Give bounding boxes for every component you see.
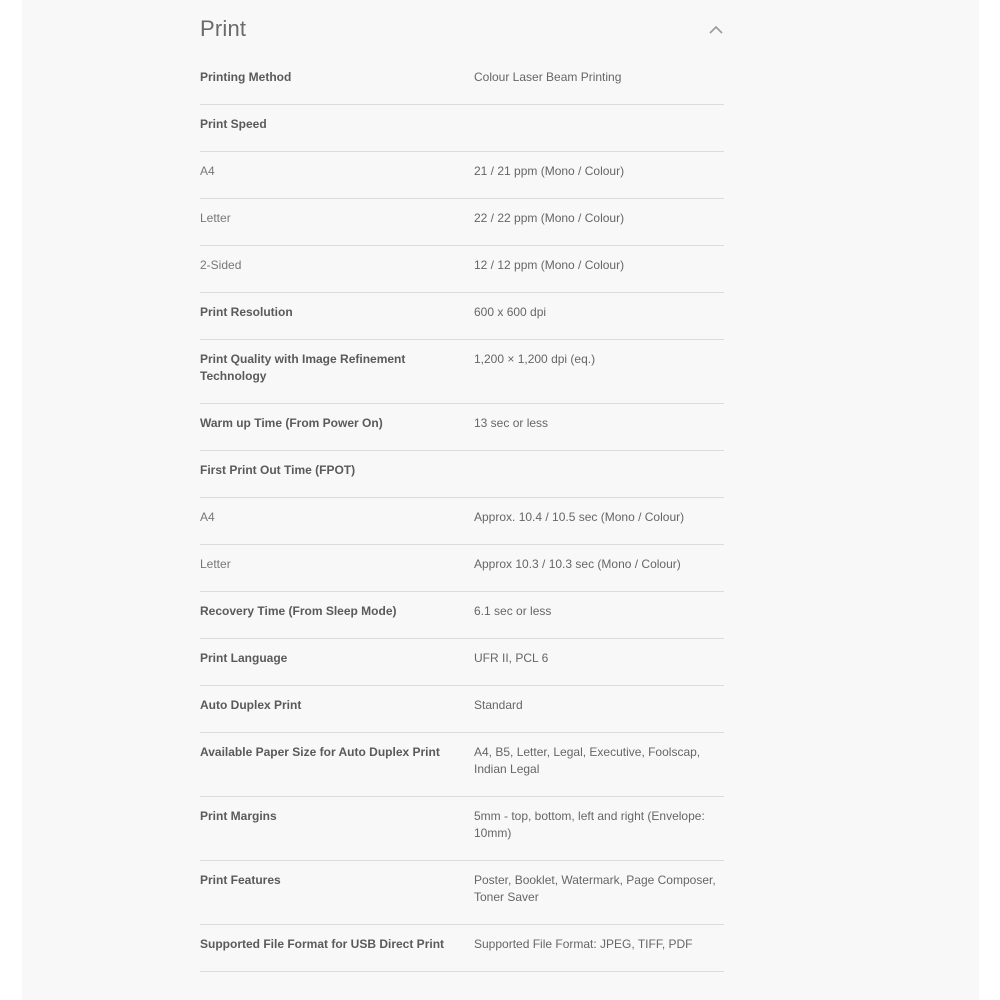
spec-row (200, 58, 724, 105)
spec-label: Recovery Time (From Sleep Mode) (200, 604, 397, 618)
spec-row (200, 733, 724, 797)
spec-value: UFR II, PCL 6 (474, 651, 549, 665)
spec-label: 2-Sided (200, 258, 242, 272)
spec-value: Standard (474, 698, 523, 712)
spec-label: A4 (200, 164, 215, 178)
spec-value: 6.1 sec or less (474, 604, 552, 618)
spec-value: A4, B5, Letter, Legal, Executive, Foolscap, Indian Legal (474, 745, 701, 776)
spec-value: Poster, Booklet, Watermark, Page Composer, Toner Saver (474, 873, 716, 904)
spec-label: Letter (200, 557, 231, 571)
spec-label: Print Language (200, 651, 288, 665)
spec-row (200, 639, 724, 686)
spec-label: Warm up Time (From Power On) (200, 416, 383, 430)
spec-value: 13 sec or less (474, 416, 549, 430)
spec-label: Print Margins (200, 809, 277, 823)
spec-value: 1,200 × 1,200 dpi (eq.) (474, 352, 596, 366)
spec-value: Colour Laser Beam Printing (474, 70, 622, 84)
spec-row (200, 340, 724, 404)
spec-label: Supported File Format for USB Direct Print (200, 937, 445, 951)
spec-value: 21 / 21 ppm (Mono / Colour) (474, 164, 625, 178)
spec-label: Print Speed (200, 117, 267, 131)
spec-row (200, 105, 724, 152)
spec-table (200, 58, 724, 972)
spec-label: A4 (200, 510, 215, 524)
spec-value: 12 / 12 ppm (Mono / Colour) (474, 258, 625, 272)
section-header[interactable] (200, 0, 724, 58)
spec-label: First Print Out Time (FPOT) (200, 463, 356, 477)
spec-row (200, 925, 724, 972)
spec-label: Letter (200, 211, 231, 225)
spec-value: 22 / 22 ppm (Mono / Colour) (474, 211, 625, 225)
spec-label: Print Quality with Image Refinement Technology (200, 352, 406, 383)
spec-label: Auto Duplex Print (200, 698, 302, 712)
spec-label: Printing Method (200, 70, 292, 84)
spec-row (200, 451, 724, 498)
spec-row (200, 545, 724, 592)
spec-value: Approx 10.3 / 10.3 sec (Mono / Colour) (474, 557, 681, 571)
print-spec-section (200, 0, 724, 972)
spec-label: Print Features (200, 873, 281, 887)
spec-row (200, 686, 724, 733)
spec-row (200, 293, 724, 340)
spec-row (200, 498, 724, 545)
spec-value: Supported File Format: JPEG, TIFF, PDF (474, 937, 693, 951)
spec-value: 600 x 600 dpi (474, 305, 547, 319)
spec-row (200, 797, 724, 861)
spec-row (200, 861, 724, 925)
spec-row (200, 246, 724, 293)
spec-row (200, 152, 724, 199)
spec-value: Approx. 10.4 / 10.5 sec (Mono / Colour) (474, 510, 685, 524)
spec-row (200, 199, 724, 246)
spec-label: Print Resolution (200, 305, 293, 319)
section-title: Print (200, 16, 247, 41)
chevron-up-icon[interactable] (708, 21, 724, 37)
spec-value: 5mm - top, bottom, left and right (Envelope: 10mm) (474, 809, 705, 840)
spec-label: Available Paper Size for Auto Duplex Print (200, 745, 440, 759)
spec-row (200, 592, 724, 639)
spec-value (474, 462, 724, 481)
spec-value (474, 116, 724, 135)
spec-row (200, 404, 724, 451)
